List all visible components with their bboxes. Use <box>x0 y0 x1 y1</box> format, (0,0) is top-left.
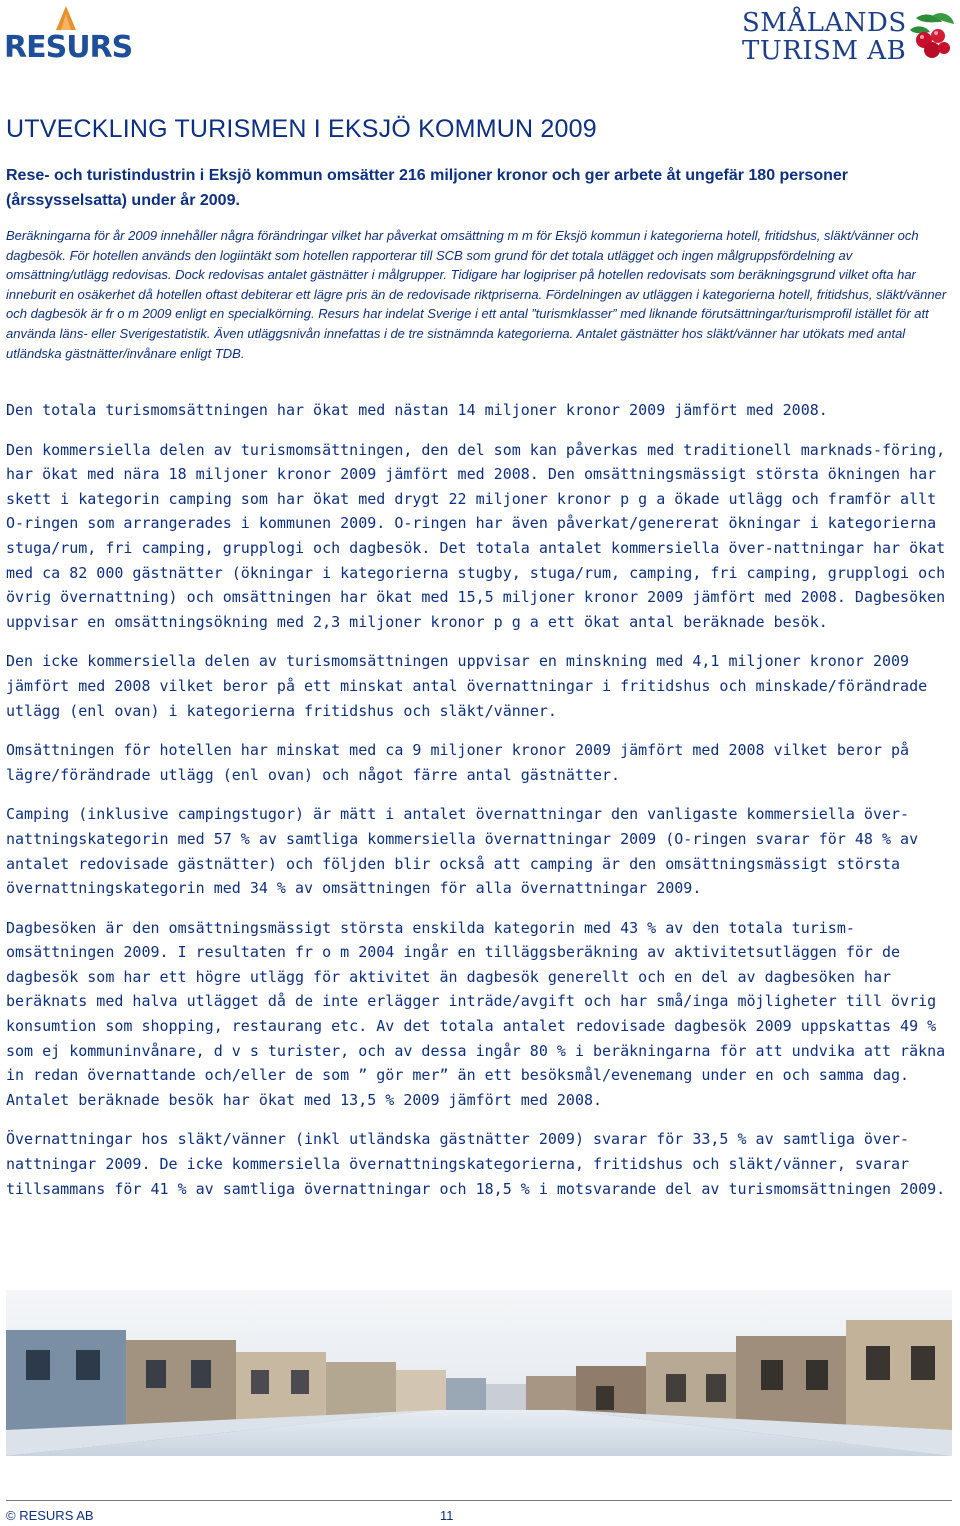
lingonberry-icon <box>902 10 956 70</box>
paragraph-total: Den totala turismomsättningen har ökat med nästan 14 miljoner kronor 2009 jämfört med 2008. <box>6 401 828 419</box>
paragraph-camping: Camping (inklusive campingstugor) är mätt i antalet övernattningar den vanligaste kommersiella över-nattningskategorin med 57 % av samtliga kommersiella övernattningar 2009 (O-ringen svarar för 48 % av antalet redovisade gästnätter) och följden blir också att camping är den omsättningsmässigt största övernattningskategorin med 34 % av omsättningen för alla övernattningar 2009. <box>6 805 919 898</box>
page-title: UTVECKLING TURISMEN I EKSJÖ KOMMUN 2009 <box>6 115 597 143</box>
page-number: 11 <box>440 1508 454 1523</box>
footer-copyright: © RESURS AB <box>6 1508 94 1523</box>
body-text <box>6 398 952 1216</box>
paragraph-day-visits: Dagbesöken är den omsättningsmässigt största enskilda kategorin med 43 % av den totala turism-omsättningen 2009. I resultaten fr o m 2004 ingår en tilläggsberäkning av aktivitetsutläggen för de dagbesök som har ett högre utlägg för aktivitet än dagbesök generellt och en del av dagbesöken har beräknats med halva utlägget då de inte erlägger inträde/avgift och har små/inga möjligheter till övrig konsumtion som shopping, restaurang etc. Av det totala antalet redovisade dagbesök 2009 uppskattas 49 % som ej kommuninvånare, d v s turister, och av dessa ingår 80 % i beräkningarna för att undvika att räkna in redan övernattande och/eller de som ” gör mer” än ett besöksmål/evenemang under en och samma dag. Antalet beräknade besök har ökat med 13,5 % 2009 jämfört med 2008. <box>6 918 946 1109</box>
smalands-logo-line1: SMÅLANDS <box>742 8 907 38</box>
method-note: Beräkningarna för år 2009 innehåller några förändringar vilket har påverkat omsättning m m för Eksjö kommun i kategorierna hotell, fritidshus, släkt/vänner och dagbesök. För hotellen används den logiintäkt som hotellen rapporterar till SCB som grund för det totala utlägget och ingen målgruppsfördelning av omsättning/utlägg redovisas. Dock redovisas antalet gästnätter i målgrupper. Tidigare har logipriser på hotellen redovisats som beräkningsgrund vilket ofta har inneburit en osäkerhet då hotellen oftast debiterar ett lägre pris än de redovisade riktpriserna. Fördelningen av utläggen i kategorierna hotell, fritidshus, släkt/vänner och dagbesök är fr o m 2009 enligt en specialkörning. Resurs har indelat Sverige i ett antal ”turismklasser” med liknande förutsättningar/turismprofil istället för att använda läns- eller Sverigestatistik. Även utläggsnivån innefattas i de tre sistnämnda kategorierna. Antalet gästnätter hos släkt/vänner har utökats med antal utländska gästnätter/invånare enligt TDB. <box>6 228 947 361</box>
paragraph-relatives-friends: Övernattningar hos släkt/vänner (inkl utländska gästnätter 2009) svarar för 33,5 % av samtliga över-nattningar 2009. De icke kommersiella övernattningskategorierna, fritidshus och släkt/vänner, svarar tillsammans för 41 % av samtliga övernattningar och 18,5 % i motsvarande del av turismomsättningen 2009. <box>6 1130 946 1198</box>
smalands-turism-logo <box>742 6 952 70</box>
lead-paragraph: Rese- och turistindustrin i Eksjö kommun omsätter 216 miljoner kronor och ger arbete åt ungefär 180 personer (årssysselsatta) under år 2009. <box>6 167 848 209</box>
paragraph-non-commercial: Den icke kommersiella delen av turismomsättningen uppvisar en minskning med 4,1 miljoner kronor 2009 jämfört med 2008 vilket beror på ett minskat antal övernattningar i fritidshus och minskade/förändrade utlägg (enl ovan) i kategorierna fritidshus och släkt/vänner. <box>6 652 928 720</box>
smalands-logo-line2: TURISM AB <box>742 36 907 66</box>
page-header <box>0 0 960 80</box>
resurs-logo-text: RESURS <box>4 30 133 65</box>
footer-divider <box>6 1500 952 1501</box>
resurs-logo <box>4 4 133 68</box>
paragraph-commercial: Den kommersiella delen av turismomsättningen, den del som kan påverkas med traditionell marknads-föring, har ökat med nära 18 miljoner kronor 2009 jämfört med 2008. Den omsättningsmässigt största ökningen har skett i kategorin camping som har ökat med drygt 22 miljoner kronor p g a ökade utlägg och framför allt O-ringen som arrangerades i kommunen 2009. O-ringen har även påverkat/genererat ökningar i kategorierna stuga/rum, fri camping, grupplogi och dagbesök. Det totala antalet kommersiella över-nattningar har ökat med ca 82 000 gästnätter (ökningar i kategorierna stugby, stuga/rum, camping, fri camping, grupplogi och övrig övernattning) och omsättningen har ökat med 15,5 miljoner kronor 2009 jämfört med 2008. Dagbesöken uppvisar en omsättningsökning med 2,3 miljoner kronor p g a ett ökat antal beräknade besök. <box>6 440 946 631</box>
paragraph-hotels: Omsättningen för hotellen har minskat med ca 9 miljoner kronor 2009 jämfört med 2008 vilket beror på lägre/förändrade utlägg (enl ovan) och något färre antal gästnätter. <box>6 741 910 784</box>
winter-street-photo <box>6 1290 952 1456</box>
